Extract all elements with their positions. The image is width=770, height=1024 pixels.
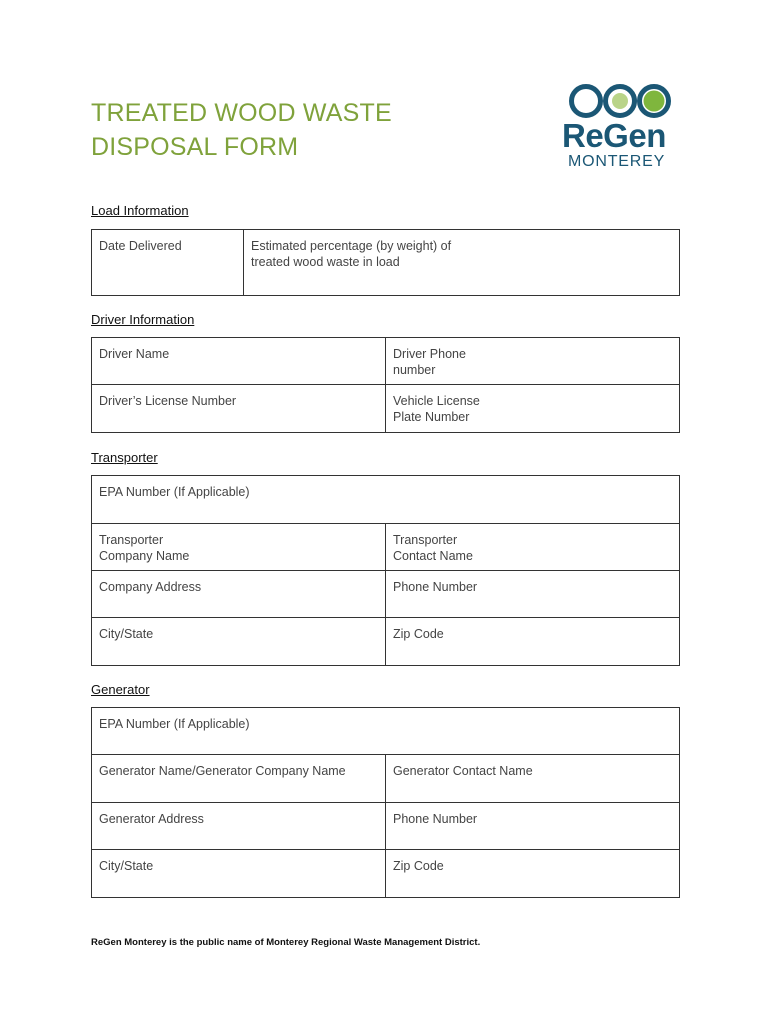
transporter-phone-number-field[interactable]: [386, 571, 680, 618]
estimated-percentage-field[interactable]: [244, 230, 680, 296]
date-delivered-label: Date Delivered: [99, 239, 182, 253]
transporter-contact-name-label: Transporter Contact Name: [393, 533, 473, 563]
generator-epa-number-label: EPA Number (If Applicable): [99, 717, 250, 731]
generator-table: [91, 707, 680, 898]
footer-note: ReGen Monterey is the public name of Monterey Regional Waste Management District.: [91, 937, 481, 948]
load-information-heading: Load Information: [91, 203, 189, 218]
generator-address-label: Generator Address: [99, 812, 204, 826]
driver-information-heading: Driver Information: [91, 312, 195, 327]
date-delivered-field[interactable]: [92, 230, 244, 296]
transporter-company-name-label: Transporter Company Name: [99, 533, 190, 563]
driver-phone-field[interactable]: [386, 338, 680, 385]
driver-name-field[interactable]: [92, 338, 386, 385]
logo-wordmark: ReGen: [562, 117, 666, 154]
transporter-company-name-field[interactable]: [92, 524, 386, 571]
transporter-city-state-field[interactable]: [92, 618, 386, 666]
generator-zip-code-field[interactable]: [386, 850, 680, 898]
generator-address-field[interactable]: [92, 803, 386, 850]
transporter-company-address-field[interactable]: [92, 571, 386, 618]
transporter-zip-code-field[interactable]: [386, 618, 680, 666]
transporter-table: [91, 475, 680, 666]
transporter-contact-name-field[interactable]: [386, 524, 680, 571]
load-information-table: [91, 229, 680, 296]
estimated-percentage-label: Estimated percentage (by weight) of treated wood waste in load: [251, 239, 452, 269]
generator-zip-code-label: Zip Code: [393, 859, 444, 873]
logo-circles-icon: [568, 82, 672, 122]
generator-contact-name-field[interactable]: [386, 755, 680, 803]
transporter-heading: Transporter: [91, 450, 158, 465]
transporter-epa-number-field[interactable]: [92, 476, 680, 524]
driver-information-table: [91, 337, 680, 433]
transporter-company-address-label: Company Address: [99, 580, 202, 594]
regen-monterey-logo: [560, 80, 680, 176]
transporter-phone-number-label: Phone Number: [393, 580, 478, 594]
drivers-license-label: Driver’s License Number: [99, 394, 237, 408]
generator-phone-number-field[interactable]: [386, 803, 680, 850]
driver-phone-label: Driver Phone number: [393, 347, 466, 377]
generator-company-name-label: Generator Name/Generator Company Name: [99, 764, 346, 778]
vehicle-plate-label: Vehicle License Plate Number: [393, 394, 480, 424]
generator-heading: Generator: [91, 682, 150, 697]
generator-city-state-field[interactable]: [92, 850, 386, 898]
driver-name-label: Driver Name: [99, 347, 170, 361]
transporter-zip-code-label: Zip Code: [393, 627, 444, 641]
generator-contact-name-label: Generator Contact Name: [393, 764, 533, 778]
form-title-line-2: DISPOSAL FORM: [91, 133, 299, 161]
drivers-license-field[interactable]: [92, 385, 386, 433]
transporter-city-state-label: City/State: [99, 627, 154, 641]
generator-city-state-label: City/State: [99, 859, 154, 873]
generator-company-name-field[interactable]: [92, 755, 386, 803]
transporter-epa-number-label: EPA Number (If Applicable): [99, 485, 250, 499]
generator-epa-number-field[interactable]: [92, 708, 680, 755]
generator-phone-number-label: Phone Number: [393, 812, 478, 826]
logo-subtitle: MONTEREY: [568, 153, 666, 170]
form-title-line-1: TREATED WOOD WASTE: [91, 99, 392, 127]
form-title: [91, 96, 451, 164]
vehicle-plate-field[interactable]: [386, 385, 680, 433]
